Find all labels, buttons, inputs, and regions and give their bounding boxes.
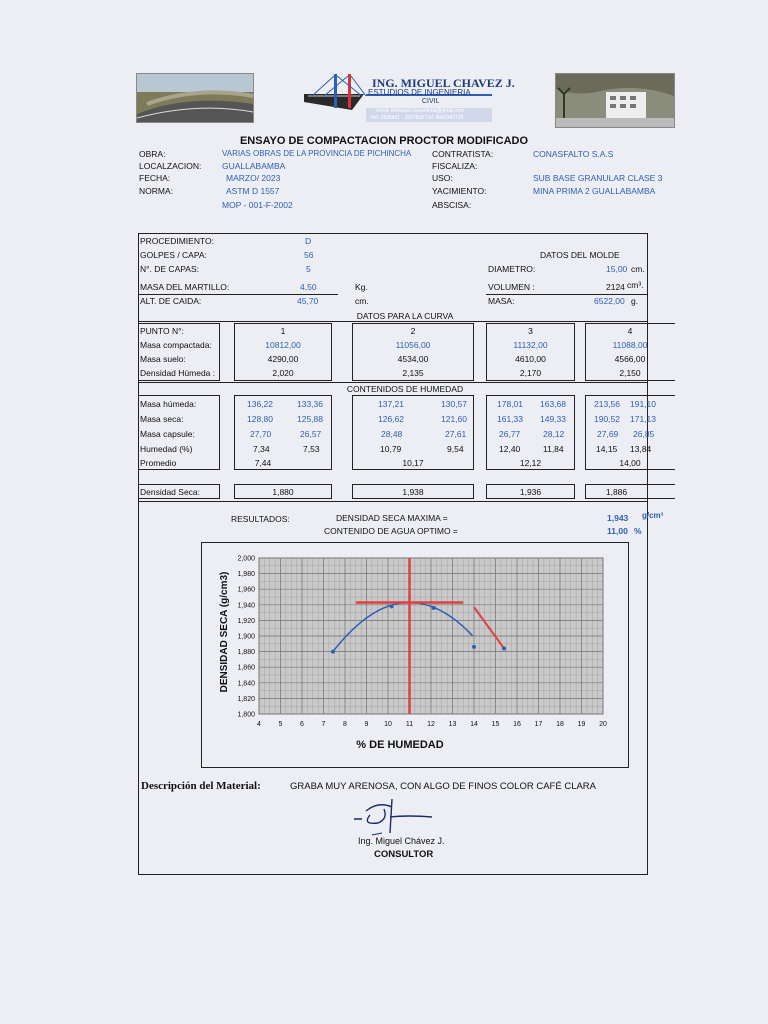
- masa-capsule-3a: 26,77: [499, 429, 521, 439]
- page-title: ENSAYO DE COMPACTACION PROCTOR MODIFICADO: [239, 135, 529, 147]
- humedad-4a: 14,15: [596, 444, 618, 454]
- curve-label-masa-suelo: Masa suelo:: [140, 354, 186, 364]
- humidity-section-title: CONTENIDOS DE HUMEDAD: [346, 384, 464, 394]
- x-tick-label: 19: [577, 721, 586, 728]
- cao-unit: %: [634, 526, 642, 536]
- cao-value: 11,00: [607, 526, 628, 536]
- x-tick-label: 16: [513, 721, 521, 728]
- golpes-label: GOLPES / CAPA:: [140, 250, 207, 260]
- diametro-label: DIAMETRO:: [488, 264, 536, 274]
- yacimiento-value: MINA PRIMA 2 GUALLABAMBA: [533, 186, 656, 196]
- x-tick-label: 6: [300, 721, 304, 728]
- material-value: GRABA MUY ARENOSA, CON ALGO DE FINOS COLOR CAFÉ CLARA: [290, 781, 597, 792]
- dry-value-2: 1,938: [402, 487, 424, 497]
- x-tick-label: 12: [427, 721, 435, 728]
- volumen-label: VOLUMEN :: [488, 282, 535, 292]
- curve-label-densidad-humeda: Densidad Húmeda :: [140, 368, 216, 378]
- y-tick-label: 1,900: [237, 633, 255, 641]
- frame-divider-results: [138, 501, 648, 502]
- curve-masa-suelo-2: 4534,00: [397, 354, 429, 364]
- frame-divider-curve: [138, 321, 648, 322]
- masa-seca-1b: 125,88: [297, 414, 323, 424]
- masa-humeda-1a: 136,22: [247, 399, 273, 409]
- diametro-value: 15,00: [606, 264, 628, 274]
- y-tick-label: 1,980: [237, 571, 255, 579]
- masa-humeda-2b: 130,57: [441, 399, 467, 409]
- curve-masa-suelo-1: 4290,00: [267, 354, 299, 364]
- masa-capsule-4a: 27,69: [597, 429, 619, 439]
- masa-capsule-1b: 26,57: [300, 429, 322, 439]
- uso-value: SUB BASE GRANULAR CLASE 3: [533, 173, 663, 183]
- masa-capsule-3b: 28,12: [543, 429, 565, 439]
- curve-punto-2: 2: [410, 326, 416, 336]
- x-tick-label: 20: [599, 721, 607, 728]
- volumen-value: 2124: [606, 282, 625, 292]
- data-point: [472, 645, 476, 649]
- masa-molde-label: MASA:: [488, 296, 515, 306]
- humidity-label-promedio: Promedio: [140, 458, 177, 468]
- x-tick-label: 10: [384, 721, 392, 728]
- signature-name: Ing. Miguel Chávez J.: [358, 836, 445, 846]
- norma-value-2: MOP - 001-F-2002: [222, 200, 293, 210]
- curve-densidad-humeda-1: 2,020: [272, 368, 294, 378]
- caida-value: 45,70: [297, 296, 319, 306]
- building-photo: [555, 73, 675, 128]
- norma-label: NORMA:: [139, 186, 173, 196]
- masa-seca-4a: 190,52: [594, 414, 620, 424]
- y-tick-label: 1,960: [237, 586, 255, 594]
- abscisa-label: ABSCISA:: [432, 200, 472, 210]
- x-tick-label: 14: [470, 721, 478, 728]
- dry-value-3: 1,936: [519, 487, 542, 497]
- curve-densidad-humeda-4: 2,150: [619, 368, 641, 378]
- data-point: [331, 650, 335, 654]
- material-label: Descripción del Material:: [141, 780, 261, 792]
- volumen-unit: cm³.: [627, 280, 644, 290]
- masa-molde-value: 6522,00: [594, 296, 625, 306]
- humidity-label-humedad: Humedad (%): [140, 444, 193, 454]
- dry-value-4: 1,886: [605, 487, 628, 497]
- martillo-value: 4,50: [300, 282, 317, 292]
- promedio-2: 10,17: [402, 458, 424, 468]
- y-tick-label: 1,840: [237, 680, 255, 688]
- dry-value-1: 1,880: [272, 487, 294, 497]
- company-subtitle-civil: CIVIL: [422, 98, 440, 105]
- curve-punto-1: 1: [280, 326, 286, 336]
- signature-role: CONSULTOR: [374, 849, 434, 860]
- x-tick-label: 13: [448, 721, 457, 728]
- curve-label-punto: PUNTO N°:: [140, 326, 184, 336]
- masa-seca-2a: 126,62: [378, 414, 404, 424]
- x-tick-label: 18: [556, 721, 564, 728]
- road-photo: [136, 73, 254, 123]
- y-tick-label: 1,880: [237, 649, 255, 657]
- localizacion-label: LOCALZACION:: [139, 161, 202, 171]
- y-tick-label: 2,000: [237, 555, 255, 563]
- caida-label: ALT. DE CAIDA:: [140, 296, 202, 306]
- x-tick-label: 9: [364, 721, 369, 728]
- martillo-label: MASA DEL MARTILLO:: [140, 282, 230, 292]
- data-point: [390, 604, 394, 608]
- humedad-2a: 10,79: [380, 444, 402, 454]
- curve-densidad-humeda-2: 2,135: [402, 368, 424, 378]
- diametro-unit: cm.: [631, 264, 645, 274]
- dry-label: Densidad Seca:: [140, 487, 201, 497]
- curve-densidad-humeda-3: 2,170: [519, 368, 542, 378]
- masa-capsule-2b: 27,61: [445, 429, 467, 439]
- compaction-chart: [201, 542, 629, 768]
- masa-humeda-2a: 137,21: [378, 399, 404, 409]
- curve-masa-compactada-3: 11132,00: [513, 340, 548, 350]
- capas-label: N°. DE CAPAS:: [140, 264, 199, 274]
- company-email: email: mchavez.consultoria@gmail.com: [376, 108, 465, 114]
- masa-humeda-3b: 163,68: [540, 399, 566, 409]
- curve-masa-suelo-4: 4566,00: [614, 354, 646, 364]
- contratista-label: CONTRATISTA:: [432, 149, 494, 159]
- y-tick-label: 1,820: [237, 695, 255, 703]
- company-name: ING. MIGUEL CHAVEZ J.: [372, 76, 515, 90]
- x-tick-label: 7: [321, 721, 326, 728]
- chart-ylabel: DENSIDAD SECA (g/cm3): [219, 571, 230, 693]
- curve-masa-compactada-2: 11056,00: [395, 340, 431, 350]
- masa-capsule-2a: 28,48: [381, 429, 403, 439]
- masa-seca-1a: 128,80: [247, 414, 273, 424]
- x-tick-label: 17: [534, 721, 543, 728]
- martillo-unit: Kg.: [355, 282, 368, 292]
- fecha-value: MARZO/ 2023: [226, 173, 281, 183]
- fecha-label: FECHA:: [139, 173, 171, 183]
- y-tick-label: 1,920: [237, 617, 255, 625]
- masa-humeda-1b: 133,36: [297, 399, 323, 409]
- humidity-label-masa-humeda: Masa húmeda:: [140, 399, 197, 409]
- fiscaliza-label: FISCALIZA:: [432, 161, 478, 171]
- chart-xlabel: % DE HUMEDAD: [356, 739, 444, 751]
- x-tick-label: 5: [278, 721, 283, 728]
- road-photo-image: [137, 74, 253, 122]
- masa-capsule-4b: 26,85: [633, 429, 655, 439]
- curve-masa-compactada-1: 10812,00: [265, 340, 301, 350]
- curve-label-masa-compactada: Masa compactada:: [140, 340, 212, 350]
- promedio-1: 7,44: [254, 458, 272, 468]
- promedio-4: 14,00: [619, 458, 641, 468]
- dsm-label: DENSIDAD SECA MAXIMA =: [336, 513, 448, 523]
- masa-seca-3b: 149,33: [540, 414, 566, 424]
- humedad-4b: 13,84: [630, 444, 652, 454]
- x-tick-label: 15: [491, 721, 500, 728]
- humidity-label-masa-seca: Masa seca:: [140, 414, 184, 424]
- obra-value: VARIAS OBRAS DE LA PROVINCIA DE PICHINCHA: [222, 149, 412, 158]
- company-phone: Telf: 2826801 - 2827828 Cel: 0999340728: [370, 115, 464, 121]
- humedad-3a: 12,40: [499, 444, 521, 454]
- masa-molde-unit: g.: [631, 296, 639, 306]
- humidity-label-masa-capsule: Masa capsule:: [140, 429, 195, 439]
- curve-punto-3: 3: [528, 326, 533, 336]
- masa-underline: [486, 294, 648, 295]
- humedad-2b: 9,54: [447, 444, 464, 454]
- data-point: [432, 606, 436, 610]
- dsm-value: 1,943: [607, 513, 629, 523]
- contratista-value: CONASFALTO S.A.S: [533, 149, 614, 159]
- building-photo-image: [556, 74, 674, 127]
- dsm-unit: g/cm³: [642, 511, 664, 520]
- obra-label: OBRA:: [139, 149, 166, 159]
- humedad-3b: 11,84: [543, 444, 564, 454]
- x-tick-label: 4: [257, 721, 261, 728]
- curve-punto-4: 4: [627, 326, 633, 336]
- masa-seca-2b: 121,60: [441, 414, 467, 424]
- uso-label: USO:: [432, 173, 453, 183]
- norma-value: ASTM D 1557: [226, 186, 280, 196]
- frame-divider-humidity: [138, 382, 648, 383]
- signature-image: [348, 795, 438, 837]
- y-tick-label: 1,800: [237, 711, 255, 719]
- yacimiento-label: YACIMIENTO:: [432, 186, 487, 196]
- curve-masa-suelo-3: 4610,00: [515, 354, 546, 364]
- procedimiento-label: PROCEDIMIENTO:: [140, 236, 214, 246]
- x-tick-label: 8: [343, 721, 347, 728]
- x-tick-label: 11: [405, 721, 414, 728]
- capas-value: 5: [306, 264, 311, 274]
- golpes-value: 56: [304, 250, 314, 260]
- masa-seca-3a: 161,33: [497, 414, 523, 424]
- results-label: RESULTADOS:: [231, 514, 290, 524]
- humedad-1a: 7,34: [253, 444, 270, 454]
- masa-humeda-4b: 191,10: [630, 399, 656, 409]
- caida-underline: [138, 294, 338, 295]
- humedad-1b: 7,53: [303, 444, 320, 454]
- curve-section-title: DATOS PARA LA CURVA: [356, 311, 454, 321]
- promedio-3: 12,12: [519, 458, 542, 468]
- masa-seca-4b: 171,13: [630, 414, 656, 424]
- procedimiento-value: D: [305, 236, 312, 246]
- curve-masa-compactada-4: 11088,00: [612, 340, 648, 350]
- y-tick-label: 1,860: [237, 664, 255, 672]
- data-point: [502, 646, 506, 650]
- masa-capsule-1a: 27,70: [250, 429, 272, 439]
- y-tick-label: 1,940: [237, 602, 255, 610]
- localizacion-value: GUALLABAMBA: [222, 161, 286, 171]
- company-logo: [304, 72, 515, 126]
- molde-title: DATOS DEL MOLDE: [540, 250, 620, 260]
- masa-humeda-3a: 178,01: [497, 399, 523, 409]
- company-subtitle: ESTUDIOS DE INGENIERIA: [368, 88, 471, 97]
- cao-label: CONTENIDO DE AGUA OPTIMO =: [324, 526, 458, 536]
- masa-humeda-4a: 213,56: [594, 399, 620, 409]
- caida-unit: cm.: [355, 296, 369, 306]
